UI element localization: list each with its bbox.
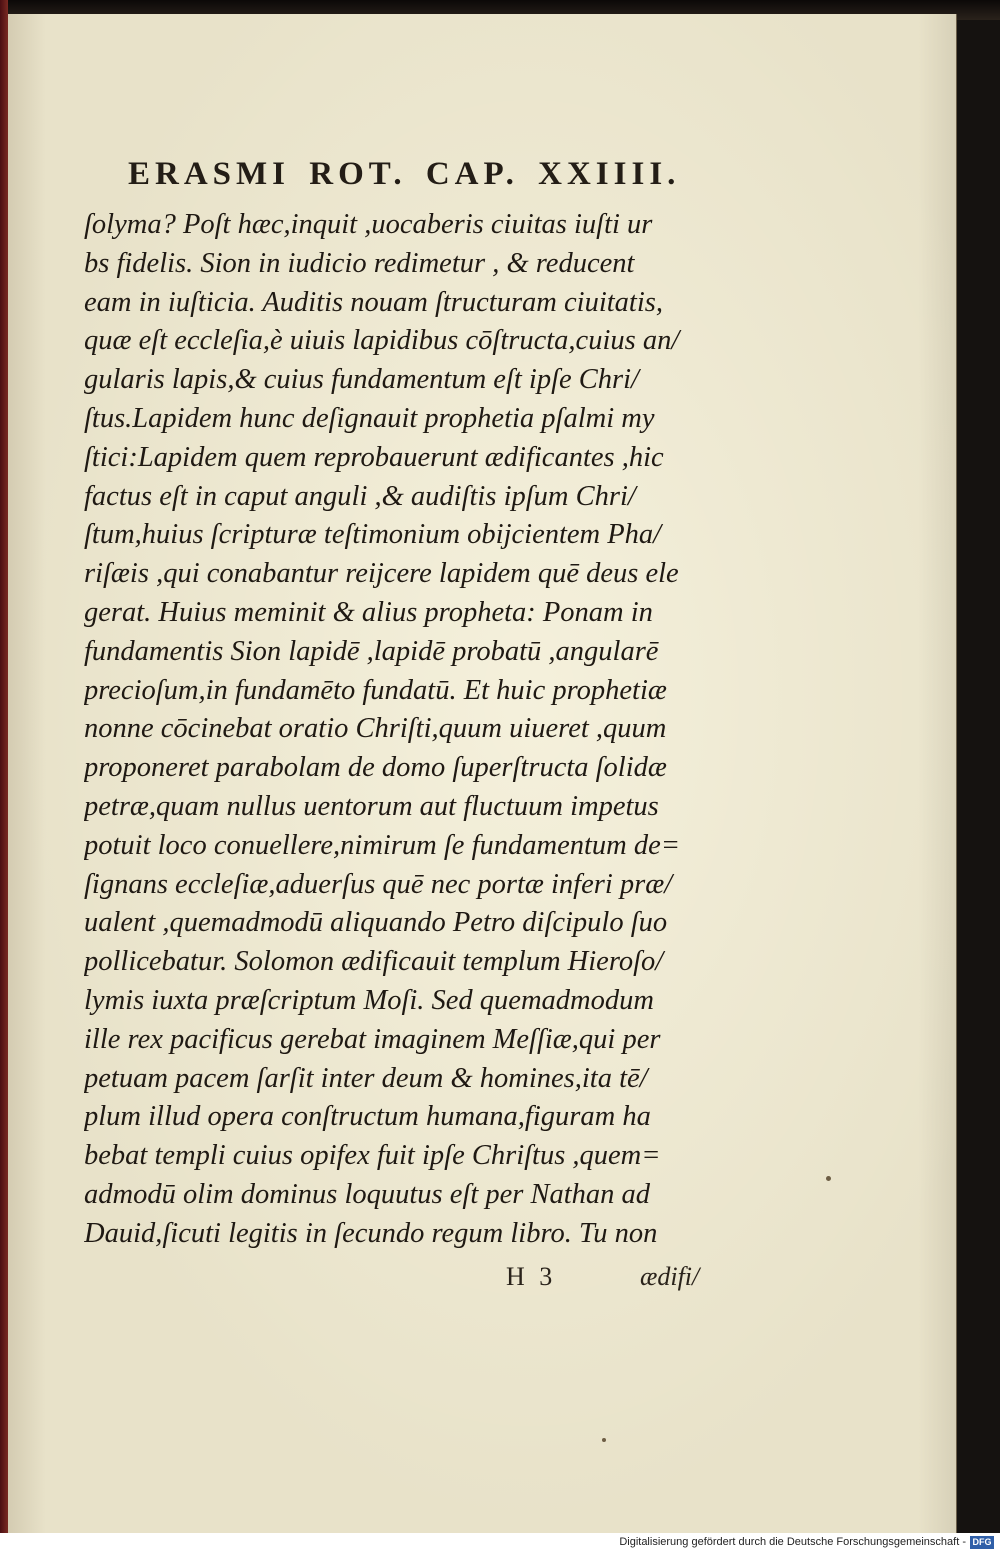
running-head (128, 156, 698, 193)
text-line: ſtum,huius ſcripturæ teſtimonium obijcientem Pha/ (84, 519, 662, 551)
running-head-word: XXIIII. (538, 156, 681, 192)
text-line: fundamentis Sion lapidē ,lapidē probatū ,angularē (84, 635, 659, 667)
book-cover-edge (0, 0, 8, 1533)
text-line: plum illud opera conſtructum humana,figuram ha (84, 1101, 651, 1133)
text-line: precioſum,in fundamēto fundatū. Et huic prophetiæ (84, 674, 667, 706)
text-line: lymis iuxta præſcriptum Moſi. Sed quemadmodum (84, 984, 654, 1016)
text-line: admodū olim dominus loquutus eſt per Nathan ad (84, 1178, 651, 1210)
text-line: proponeret parabolam de domo ſuperſtructa ſolidæ (84, 752, 667, 784)
paper-speck (826, 1176, 831, 1181)
text-line: ualent ,quemadmodū aliquando Petro diſcipulo ſuo (84, 907, 668, 939)
footer-bar (0, 1533, 1000, 1553)
running-head-word: ERASMI (128, 156, 291, 192)
text-line: ſtus.Lapidem hunc deſignauit prophetia pſalmi my (84, 402, 655, 434)
text-line: Dauid,ſicuti legitis in ſecundo regum libro. Tu non (84, 1217, 658, 1249)
text-line: factus eſt in caput anguli ,& audiſtis ipſum Chri/ (84, 480, 636, 512)
running-head-word: CAP. (425, 156, 519, 192)
text-line: potuit loco conuellere,nimirum ſe fundamentum de= (84, 829, 680, 861)
text-line: nonne cōcinebat oratio Chriſti,quum uiueret ,quum (84, 713, 667, 745)
body-text (84, 206, 714, 1254)
signature-mark: H 3 (506, 1262, 557, 1291)
text-line: bs fidelis. Sion in iudicio redimetur , & reducent (84, 247, 635, 279)
text-line: gularis lapis,& cuius fundamentum eſt ipſe Chri/ (84, 364, 639, 396)
digitization-credit: Digitalisierung gefördert durch die Deutsche Forschungsgemeinschaft - (619, 1536, 966, 1548)
text-line: petræ,quam nullus uentorum aut fluctuum impetus (84, 790, 659, 822)
text-line: gerat. Huius meminit & alius propheta: Ponam in (84, 596, 653, 628)
running-head-word: ROT. (309, 156, 407, 192)
book-page (8, 14, 957, 1533)
text-line: quæ eſt eccleſia,è uiuis lapidibus cōſtructa,cuius an/ (84, 325, 680, 357)
paper-speck (602, 1438, 606, 1442)
text-line: pollicebatur. Solomon ædificauit templum Hieroſo/ (84, 946, 664, 978)
text-line: ſignans eccleſiæ,aduerſus quē nec portæ inferi præ/ (84, 868, 673, 900)
text-line: eam in iuſticia. Auditis nouam ſtructuram ciuitatis, (84, 286, 663, 318)
catchword: ædifi/ (640, 1262, 700, 1291)
signature-line (78, 1262, 718, 1296)
text-line: riſæis ,qui conabantur reijcere lapidem quē deus ele (84, 558, 679, 590)
dfg-logo-icon: DFG (970, 1536, 994, 1549)
text-line: petuam pacem ſarſit inter deum & homines,ita tē/ (84, 1062, 648, 1094)
text-line: bebat templi cuius opifex fuit ipſe Chriſtus ,quem= (84, 1140, 661, 1172)
text-line: ſolyma? Poſt hæc,inquit ,uocaberis ciuitas iuſti ur (84, 209, 653, 240)
text-line: ille rex pacificus gerebat imaginem Meſſiæ,qui per (84, 1023, 661, 1055)
text-line: ſtici:Lapidem quem reprobauerunt ædificantes ,hic (84, 441, 664, 473)
